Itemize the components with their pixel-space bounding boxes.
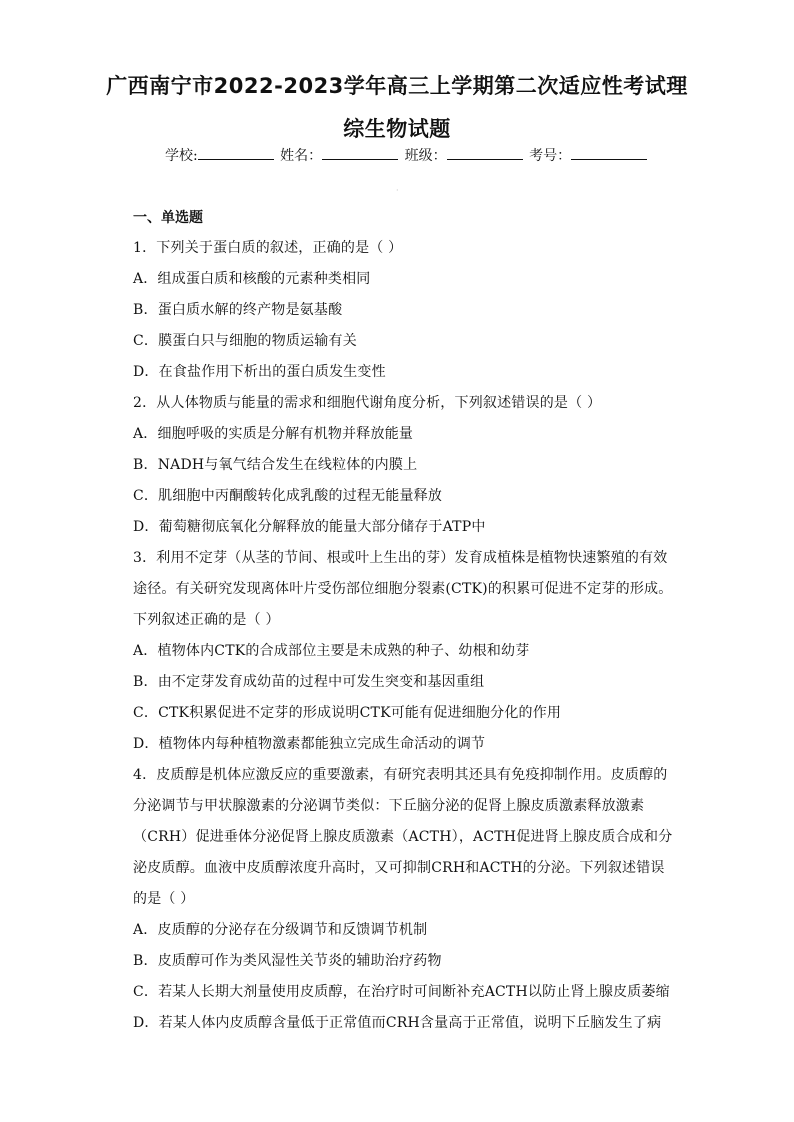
question-3-stem-line-3: 下列叙述正确的是（ ） xyxy=(133,612,280,628)
question-1-option-d: D．在食盐作用下析出的蛋白质发生变性 xyxy=(133,364,386,380)
question-2-option-c: C．肌细胞中丙酮酸转化成乳酸的过程无能量释放 xyxy=(133,488,443,504)
question-3-option-d: D．植物体内每种植物激素都能独立完成生命活动的调节 xyxy=(133,736,486,752)
question-4-stem-line-3: （CRH）促进垂体分泌促肾上腺皮质激素（ACTH），ACTH促进肾上腺皮质合成和分 xyxy=(133,829,673,845)
question-3-option-b: B．由不定芽发育成幼苗的过程中可发生突变和基因重组 xyxy=(133,674,485,690)
question-4-stem-line-1: 4．皮质醇是机体应激反应的重要激素，有研究表明其还具有免疫抑制作用。皮质醇的 xyxy=(133,767,668,783)
question-1-option-a: A．组成蛋白质和核酸的元素种类相同 xyxy=(133,271,371,287)
school-label: 学校: xyxy=(165,148,198,164)
school-blank xyxy=(198,145,274,160)
question-4-option-a: A．皮质醇的分泌存在分级调节和反馈调节机制 xyxy=(133,922,428,938)
name-label: 姓名： xyxy=(280,148,323,164)
question-4-stem-line-2: 分泌调节与甲状腺激素的分泌调节类似：下丘脑分泌的促肾上腺皮质激素释放激素 xyxy=(133,798,645,814)
number-blank xyxy=(571,145,647,160)
question-3-stem-line-2: 途径。有关研究发现离体叶片受伤部位细胞分裂素(CTK)的积累可促进不定芽的形成。 xyxy=(133,581,673,597)
class-label: 班级： xyxy=(404,148,447,164)
question-2-option-b: B．NADH与氧气结合发生在线粒体的内膜上 xyxy=(133,457,418,473)
question-3-stem-line-1: 3．利用不定芽（从茎的节间、根或叶上生出的芽）发育成植株是植物快速繁殖的有效 xyxy=(133,550,668,566)
section-title: 一、单选题 xyxy=(133,210,203,226)
question-3-option-a: A．植物体内CTK的合成部位主要是未成熟的种子、幼根和幼芽 xyxy=(133,643,530,659)
question-4-stem-line-5: 的是（ ） xyxy=(133,891,195,907)
question-4-option-b: B．皮质醇可作为类风湿性关节炎的辅助治疗药物 xyxy=(133,953,442,969)
name-blank xyxy=(322,145,398,160)
question-4-option-d: D．若某人体内皮质醇含量低于正常值而CRH含量高于正常值，说明下丘脑发生了病 xyxy=(133,1015,662,1031)
question-2-option-d: D．葡萄糖彻底氧化分解释放的能量大部分储存于ATP中 xyxy=(133,519,486,535)
question-4-option-c: C．若某人长期大剂量使用皮质醇，在治疗时可间断补充ACTH以防止肾上腺皮质萎缩 xyxy=(133,984,670,1000)
question-1-option-b: B．蛋白质水解的终产物是氨基酸 xyxy=(133,302,343,318)
question-1-option-c: C．膜蛋白只与细胞的物质运输有关 xyxy=(133,333,357,349)
question-4-stem-line-4: 泌皮质醇。血液中皮质醇浓度升高时，又可抑制CRH和ACTH的分泌。下列叙述错误 xyxy=(133,860,665,876)
question-3-option-c: C．CTK积累促进不定芽的形成说明CTK可能有促进细胞分化的作用 xyxy=(133,705,562,721)
page-title-line-2: 综生物试题 xyxy=(343,117,451,141)
class-blank xyxy=(447,145,523,160)
divider-dot: · xyxy=(396,186,399,195)
question-2-stem: 2．从人体物质与能量的需求和细胞代谢角度分析，下列叙述错误的是（ ） xyxy=(133,395,602,411)
question-1-stem: 1．下列关于蛋白质的叙述，正确的是（ ） xyxy=(133,240,403,256)
number-label: 考号： xyxy=(529,148,572,164)
page-title-line-1: 广西南宁市2022-2023学年高三上学期第二次适应性考试理 xyxy=(106,74,688,98)
question-2-option-a: A．细胞呼吸的实质是分解有机物并释放能量 xyxy=(133,426,414,442)
student-info-row xyxy=(165,145,649,165)
